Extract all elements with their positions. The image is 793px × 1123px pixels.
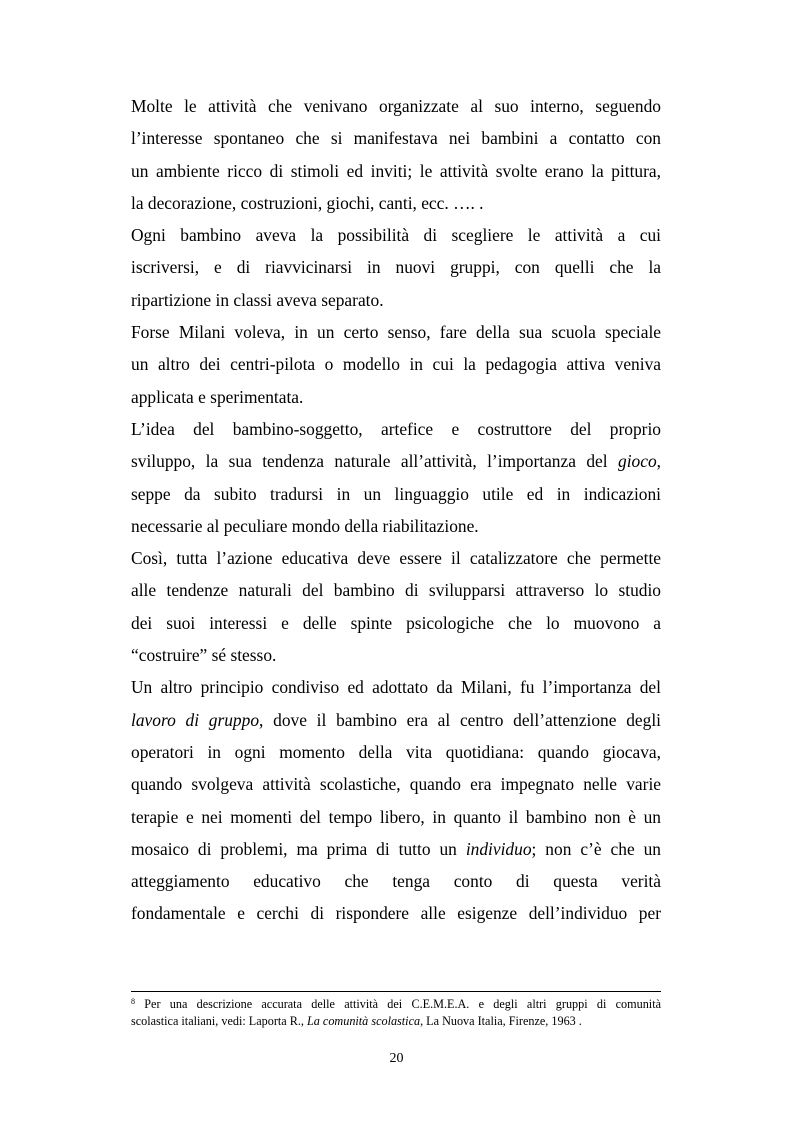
text-line: Molte le attività che venivano organizzate al suo interno, seguendo: [131, 96, 661, 116]
text-line: Ogni bambino aveva la possibilità di scegliere le attività a cui: [131, 225, 661, 246]
text-line: l’interesse spontaneo che si manifestava nei bambini a contatto con: [131, 128, 661, 149]
page-number: 20: [389, 1051, 404, 1066]
text-line: quando svolgeva attività scolastiche, quando era impegnato nelle varie: [131, 774, 661, 795]
text-line: fondamentale e cerchi di rispondere alle esigenze dell’individuo per: [131, 903, 661, 924]
text-line: seppe da subito tradursi in un linguaggio utile ed in indicazioni: [131, 483, 661, 504]
text-line: Così, tutta l’azione educativa deve essere il catalizzatore che permette: [131, 548, 661, 569]
text-line: “costruire” sé stesso.: [131, 645, 277, 666]
text-line: iscriversi, e di riavvicinarsi in nuovi gruppi, con quelli che la: [131, 257, 661, 278]
text-line: ripartizione in classi aveva separato.: [131, 289, 384, 310]
text-line: sviluppo, la sua tendenza naturale all’attività, l’importanza del gioco,: [131, 451, 661, 472]
text-line: applicata e sperimentata.: [131, 386, 304, 407]
body-text: [131, 90, 661, 930]
text-line: atteggiamento educativo che tenga conto di questa verità: [131, 871, 661, 892]
text-line: Un altro principio condiviso ed adottato da Milani, fu l’importanza del: [131, 677, 661, 698]
italic-term: lavoro di gruppo: [131, 709, 260, 730]
footnote-divider: [131, 991, 661, 992]
italic-term: individuo: [465, 838, 532, 859]
text-line: la decorazione, costruzioni, giochi, canti, ecc. …. .: [131, 192, 484, 213]
footnote-line: scolastica italiani, vedi: Laporta R., La comunità scolastica, La Nuova Italia, Firenze, 1963 .: [131, 1013, 582, 1028]
text-line: lavoro di gruppo, dove il bambino era al centro dell’attenzione degli: [131, 709, 661, 730]
text-line: un altro dei centri-pilota o modello in cui la pedagogia attiva veniva: [131, 354, 661, 375]
text-line: mosaico di problemi, ma prima di tutto un individuo; non c’è che un: [131, 838, 661, 859]
text-line: un ambiente ricco di stimoli ed inviti; le attività svolte erano la pittura,: [131, 160, 661, 181]
text-line: Forse Milani voleva, in un certo senso, fare della sua scuola speciale: [131, 322, 661, 343]
text-line: dei suoi interessi e delle spinte psicologiche che lo muovono a: [131, 612, 661, 633]
cited-title: La comunità scolastica: [307, 1013, 421, 1028]
footnote-line: $^8$ Per una descrizione accurata delle attività dei C.E.M.E.A. e degli altri gruppi di comunità: [131, 997, 661, 1011]
footnote-marker: 8: [131, 997, 135, 1006]
text-line: operatori in ogni momento della vita quotidiana: quando giocava,: [131, 741, 661, 762]
footnote: [131, 996, 661, 1029]
text-line: terapie e nei momenti del tempo libero, in quanto il bambino non è un: [131, 806, 661, 827]
italic-term: gioco: [618, 451, 657, 472]
text-line: necessarie al peculiare mondo della riabilitazione.: [131, 515, 479, 536]
text-line: L’idea del bambino-soggetto, artefice e costruttore del proprio: [131, 418, 661, 439]
text-line: alle tendenze naturali del bambino di svilupparsi attraverso lo studio: [131, 580, 661, 601]
